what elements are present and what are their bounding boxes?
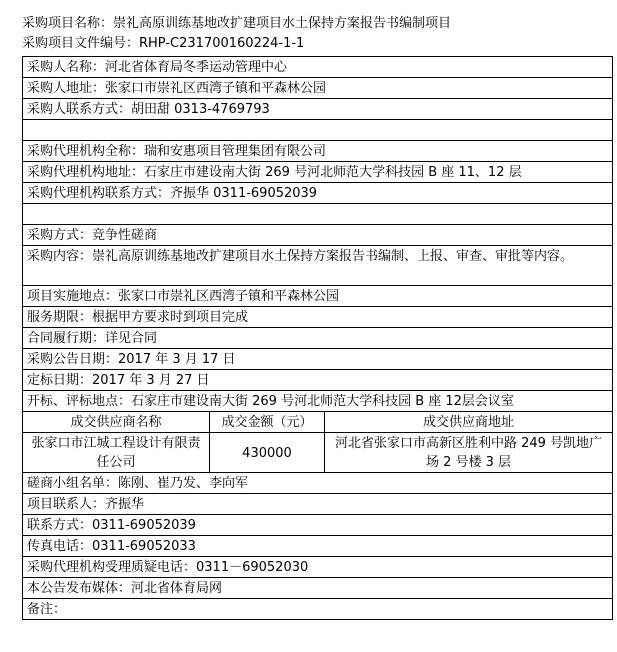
service-period: 服务期限：根据甲方要求时到项目完成 [23,307,613,328]
fax-number: 传真电话：0311-69052033 [23,536,613,557]
procurement-method: 采购方式：竞争性磋商 [23,225,613,246]
supplier-address: 河北省张家口市高新区胜利中路 249 号凯地广场 2 号楼 3 层 [325,433,613,473]
supplier-name-header: 成交供应商名称 [23,412,210,433]
contact-phone: 联系方式：0311-69052039 [23,515,613,536]
supplier-address-header: 成交供应商地址 [325,412,613,433]
document-header [22,14,612,54]
panel-members: 磋商小组名单：陈刚、崔乃发、李向军 [23,473,613,494]
agency-name: 采购代理机构全称：瑞和安惠项目管理集团有限公司 [23,141,613,162]
announcement-date: 采购公告日期：2017 年 3 月 17 日 [23,349,613,370]
purchaser-name: 采购人名称：河北省体育局冬季运动管理中心 [23,57,613,78]
agency-contact: 采购代理机构联系方式：齐振华 0311-69052039 [23,183,613,204]
contract-period: 合同履行期：详见合同 [23,328,613,349]
project-file-number: 采购项目文件编号：RHP-C231700160224-1-1 [22,36,305,51]
blank-row [23,204,613,225]
purchaser-address: 采购人地址：张家口市崇礼区西湾子镇和平森林公园 [23,78,613,99]
project-location: 项目实施地点：张家口市崇礼区西湾子镇和平森林公园 [23,286,613,307]
complaint-phone: 采购代理机构受理质疑电话：0311－69052030 [23,557,613,578]
remarks: 备注： [23,599,613,620]
purchaser-contact: 采购人联系方式：胡田甜 0313-4769793 [23,99,613,120]
decision-date: 定标日期：2017 年 3 月 27 日 [23,370,613,391]
announcement-table [22,56,613,620]
amount-header: 成交金额（元） [210,412,325,433]
publication-media: 本公告发布媒体：河北省体育局网 [23,578,613,599]
procurement-content: 采购内容：崇礼高原训练基地改扩建项目水土保持方案报告书编制、上报、审查、审批等内容。 [23,246,613,286]
project-contact: 项目联系人：齐振华 [23,494,613,515]
agency-address: 采购代理机构地址：石家庄市建设南大街 269 号河北师范大学科技园 B 座 11、12 层 [23,162,613,183]
award-amount: 430000 [210,433,325,473]
blank-row [23,120,613,141]
project-name: 采购项目名称：崇礼高原训练基地改扩建项目水土保持方案报告书编制项目 [22,16,452,31]
bid-location: 开标、评标地点：石家庄市建设南大街 269 号河北师范大学科技园 B 座 12层会议室 [23,391,613,412]
supplier-name: 张家口市江城工程设计有限责任公司 [23,433,210,473]
